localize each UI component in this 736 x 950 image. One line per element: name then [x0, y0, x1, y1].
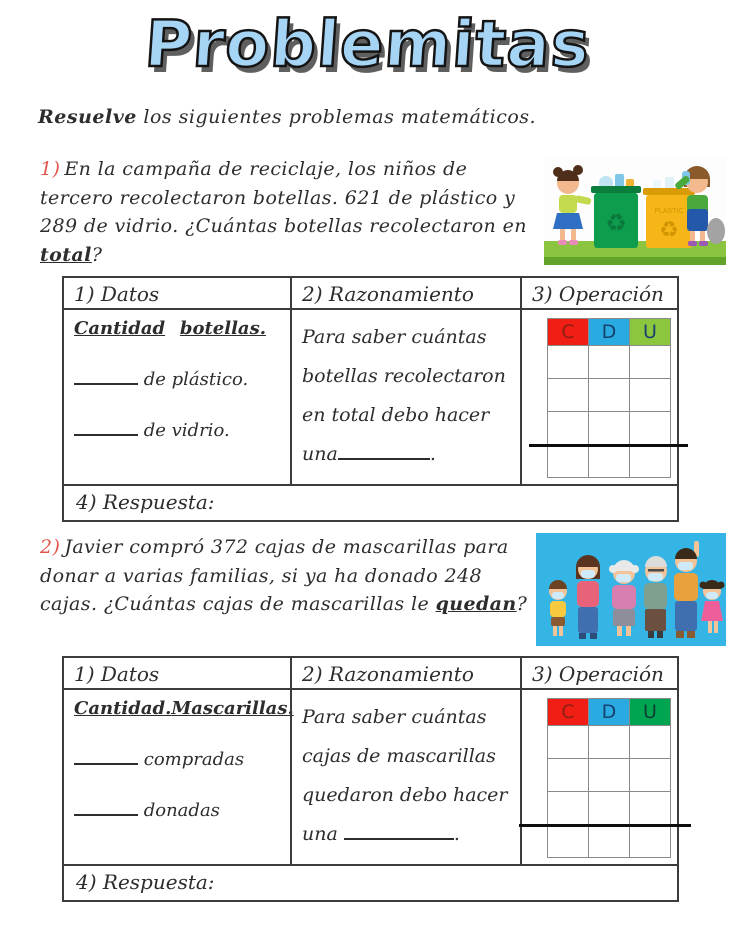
cdu-cell — [630, 412, 671, 445]
datos-line — [74, 749, 280, 770]
svg-text:PLASTIC: PLASTIC — [654, 207, 684, 215]
cdu-cell — [589, 412, 630, 445]
fill-in-blank — [74, 422, 138, 436]
problem-2-text — [40, 533, 532, 619]
instruction-lead: Resuelve — [38, 106, 137, 128]
datos-line-label: donadas — [143, 800, 220, 821]
razonamiento-text: Para saber cuántas botellas recolectaron en total debo hacer una — [302, 326, 506, 465]
worksheet-table-2 — [62, 656, 679, 902]
problem-2-number: 2) — [40, 536, 61, 558]
cdu-header-u: U — [630, 319, 671, 346]
datos-heading — [74, 318, 280, 339]
table-2-datos-cell — [64, 690, 294, 864]
table-2-razonamiento-cell — [290, 690, 520, 864]
table-1-operacion-header: 3) Operación — [520, 278, 677, 308]
datos-heading-left: Cantidad — [74, 318, 166, 339]
datos-heading-right: botellas. — [179, 318, 266, 339]
cdu-cell — [589, 726, 630, 759]
cdu-cell — [548, 726, 589, 759]
table-2-datos-header: 1) Datos — [74, 662, 160, 686]
razonamiento-tail: . — [429, 442, 436, 465]
datos-line-label: compradas — [143, 749, 245, 770]
datos-line-label: de vidrio. — [143, 420, 230, 441]
cdu-cell — [630, 726, 671, 759]
cdu-cell — [589, 759, 630, 792]
datos-heading-right: Mascarillas. — [171, 698, 294, 719]
cdu-cell — [548, 379, 589, 412]
table-2-razonamiento-header: 2) Razonamiento — [290, 658, 520, 688]
worksheet-table-1 — [62, 276, 679, 522]
family-masks-illustration — [536, 533, 726, 646]
problem-1-section — [40, 155, 732, 269]
cdu-cell — [589, 825, 630, 858]
page-title: Problemitas — [142, 8, 594, 82]
title-banner — [0, 8, 736, 82]
problem-2-statement: Javier compró 372 cajas de mascarillas para donar a varias familias, si ya ha donado 248 cajas. ¿Cuántas cajas de mascarillas le — [40, 536, 509, 615]
cdu-cell — [630, 445, 671, 478]
cdu-cell — [548, 759, 589, 792]
problem-2-statement-end: ? — [516, 593, 528, 615]
table-1-body-row — [64, 310, 677, 484]
table-1-razonamiento-header: 2) Razonamiento — [290, 278, 520, 308]
cdu-cell — [589, 379, 630, 412]
table-1-operacion-cell — [520, 310, 677, 484]
table-1-respuesta-row: 4) Respuesta: — [64, 484, 677, 520]
table-1-header-row — [64, 278, 677, 310]
recycling-illustration — [544, 155, 726, 265]
razonamiento-tail: . — [453, 822, 460, 845]
cdu-header-c: C — [548, 319, 589, 346]
cdu-grid — [547, 318, 671, 478]
problem-1-statement: En la campaña de reciclaje, los niños de tercero recolectaron botellas. 621 de plástico y 289 de vidrio. ¿Cuántas botellas recolectaron en — [40, 158, 527, 237]
cdu-header-d: D — [589, 319, 630, 346]
razonamiento-text: Para saber cuántas cajas de mascarillas quedaron debo hacer una — [302, 706, 508, 845]
cdu-cell — [548, 825, 589, 858]
table-1-razonamiento-cell — [290, 310, 520, 484]
cdu-header-c: C — [548, 699, 589, 726]
table-1-datos-cell — [64, 310, 290, 484]
datos-line — [74, 800, 280, 821]
cdu-cell — [548, 412, 589, 445]
cdu-cell — [630, 825, 671, 858]
svg-text:♻: ♻ — [659, 218, 679, 243]
cdu-cell — [589, 792, 630, 825]
cdu-grid — [547, 698, 671, 858]
cdu-cell — [630, 759, 671, 792]
table-1-datos-header: 1) Datos — [74, 282, 160, 306]
problem-1-text — [40, 155, 540, 269]
cdu-cell — [548, 346, 589, 379]
problem-1-number: 1) — [40, 158, 61, 180]
datos-heading — [74, 698, 294, 719]
cdu-cell — [589, 346, 630, 379]
fill-in-blank — [338, 446, 430, 460]
table-2-respuesta-row: 4) Respuesta: — [64, 864, 677, 900]
operation-result-line — [519, 824, 691, 827]
instruction-rest: los siguientes problemas matemáticos. — [136, 106, 537, 128]
svg-text:♻: ♻ — [605, 209, 627, 237]
datos-heading-left: Cantidad. — [74, 698, 172, 719]
cdu-cell — [630, 346, 671, 379]
table-2-header-row — [64, 658, 677, 690]
cdu-cell — [548, 792, 589, 825]
datos-line — [74, 420, 280, 441]
cdu-header-u: U — [630, 699, 671, 726]
cdu-cell — [589, 445, 630, 478]
instruction-text — [38, 106, 536, 128]
operation-result-line — [529, 444, 688, 447]
fill-in-blank — [74, 751, 138, 765]
fill-in-blank — [74, 802, 138, 816]
cdu-header-d: D — [589, 699, 630, 726]
problem-1-keyword: total — [40, 243, 92, 266]
datos-line-label: de plástico. — [143, 369, 249, 390]
table-2-operacion-cell — [520, 690, 677, 864]
problem-1-statement-end: ? — [91, 243, 103, 266]
cdu-cell — [630, 379, 671, 412]
cdu-cell — [548, 445, 589, 478]
fill-in-blank — [74, 371, 138, 385]
fill-in-blank — [344, 826, 454, 840]
problem-2-keyword: quedan — [435, 593, 517, 615]
cdu-cell — [630, 792, 671, 825]
problem-2-section — [40, 533, 732, 619]
table-2-body-row — [64, 690, 677, 864]
table-2-operacion-header: 3) Operación — [520, 658, 677, 688]
datos-line — [74, 369, 280, 390]
